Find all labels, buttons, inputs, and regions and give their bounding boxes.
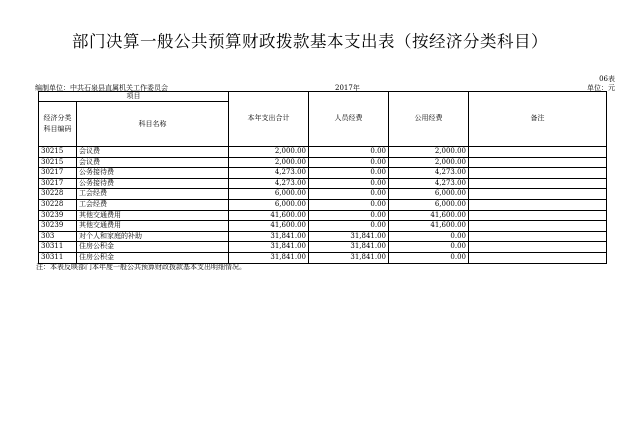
cell-subject-name: 对个人和家庭的补助: [77, 231, 229, 242]
cell-code: 30217: [39, 168, 77, 179]
cell-public: 0.00: [389, 252, 469, 263]
cell-total: 31,841.00: [229, 231, 309, 242]
cell-personnel: 0.00: [309, 199, 389, 210]
table-row: [39, 157, 607, 168]
cell-subject-name: 住房公积金: [77, 252, 229, 263]
cell-subject-name: 其他交通费用: [77, 221, 229, 232]
header-total: 本年支出合计: [229, 92, 309, 147]
cell-subject-name: 会议费: [77, 157, 229, 168]
cell-total: 6,000.00: [229, 199, 309, 210]
cell-total: 31,841.00: [229, 242, 309, 253]
cell-remark: [469, 157, 607, 168]
cell-subject-name: 公务接待费: [77, 168, 229, 179]
cell-code: 30239: [39, 210, 77, 221]
cell-personnel: 0.00: [309, 210, 389, 221]
cell-public: 4,273.00: [389, 168, 469, 179]
currency-unit: 单位：元: [587, 84, 615, 92]
cell-personnel: 31,841.00: [309, 231, 389, 242]
cell-personnel: 0.00: [309, 147, 389, 158]
table-row: [39, 178, 607, 189]
cell-personnel: 0.00: [309, 221, 389, 232]
cell-personnel: 31,841.00: [309, 242, 389, 253]
cell-total: 41,600.00: [229, 210, 309, 221]
cell-subject-name: 其他交通费用: [77, 210, 229, 221]
header-remark: 备注: [469, 92, 607, 147]
header-item-group: 项目: [39, 92, 229, 102]
table-row: [39, 199, 607, 210]
cell-code: 30228: [39, 199, 77, 210]
cell-remark: [469, 231, 607, 242]
cell-remark: [469, 168, 607, 179]
cell-public: 2,000.00: [389, 157, 469, 168]
report-title: 部门决算一般公共预算财政拨款基本支出表（按经济分类科目）: [72, 32, 548, 51]
table-note: 注：本表反映部门本年度一般公共预算财政拨款基本支出明细情况。: [36, 263, 246, 271]
cell-remark: [469, 242, 607, 253]
cell-personnel: 0.00: [309, 168, 389, 179]
cell-personnel: 31,841.00: [309, 252, 389, 263]
cell-public: 41,600.00: [389, 210, 469, 221]
cell-public: 0.00: [389, 242, 469, 253]
cell-total: 4,273.00: [229, 168, 309, 179]
header-personnel: 人员经费: [309, 92, 389, 147]
compiling-unit: 编制单位：中共石泉县直属机关工作委员会: [35, 84, 168, 92]
cell-total: 41,600.00: [229, 221, 309, 232]
cell-remark: [469, 252, 607, 263]
cell-subject-name: 工会经费: [77, 189, 229, 200]
cell-code: 303: [39, 231, 77, 242]
cell-personnel: 0.00: [309, 178, 389, 189]
cell-public: 0.00: [389, 231, 469, 242]
cell-remark: [469, 210, 607, 221]
cell-subject-name: 工会经费: [77, 199, 229, 210]
cell-subject-name: 住房公积金: [77, 242, 229, 253]
cell-subject-name: 会议费: [77, 147, 229, 158]
table-row: [39, 231, 607, 242]
cell-public: 41,600.00: [389, 221, 469, 232]
cell-total: 6,000.00: [229, 189, 309, 200]
cell-remark: [469, 189, 607, 200]
table-row: [39, 168, 607, 179]
header-subject-name: 科目名称: [77, 102, 229, 147]
header-econ-code: 经济分类科目编码: [39, 102, 77, 147]
table-row: [39, 210, 607, 221]
cell-public: 4,273.00: [389, 178, 469, 189]
cell-total: 2,000.00: [229, 147, 309, 158]
cell-subject-name: 公务接待费: [77, 178, 229, 189]
cell-remark: [469, 221, 607, 232]
cell-personnel: 0.00: [309, 189, 389, 200]
table-body: [39, 147, 607, 264]
cell-public: 6,000.00: [389, 199, 469, 210]
table-row: [39, 189, 607, 200]
cell-remark: [469, 147, 607, 158]
expenditure-table: [38, 91, 607, 264]
cell-code: 30217: [39, 178, 77, 189]
cell-total: 4,273.00: [229, 178, 309, 189]
cell-personnel: 0.00: [309, 157, 389, 168]
report-year: 2017年: [335, 84, 360, 92]
table-row: [39, 147, 607, 158]
cell-code: 30215: [39, 157, 77, 168]
cell-total: 31,841.00: [229, 252, 309, 263]
cell-public: 2,000.00: [389, 147, 469, 158]
cell-total: 2,000.00: [229, 157, 309, 168]
cell-code: 30228: [39, 189, 77, 200]
cell-code: 30215: [39, 147, 77, 158]
table-row: [39, 242, 607, 253]
cell-public: 6,000.00: [389, 189, 469, 200]
cell-code: 30239: [39, 221, 77, 232]
table-row: [39, 221, 607, 232]
cell-code: 30311: [39, 242, 77, 253]
cell-remark: [469, 178, 607, 189]
cell-code: 30311: [39, 252, 77, 263]
report-code: 06表: [599, 75, 615, 83]
header-public: 公用经费: [389, 92, 469, 147]
cell-remark: [469, 199, 607, 210]
